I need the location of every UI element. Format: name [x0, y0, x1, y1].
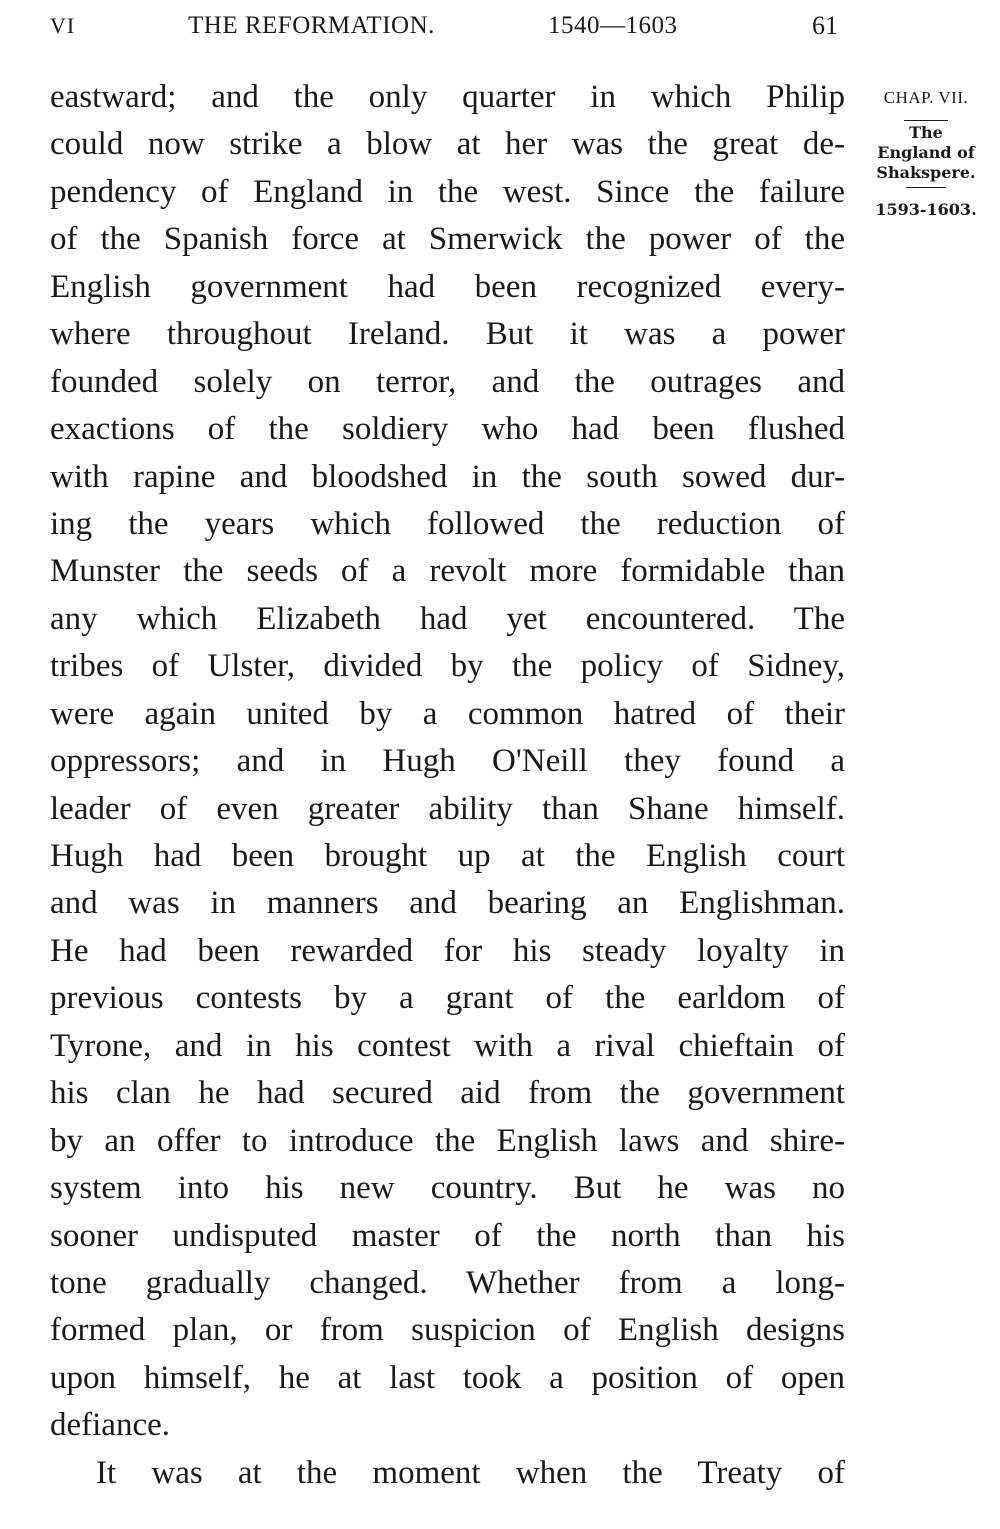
paragraph-start-line: It was at the moment when the Treaty of: [96, 1454, 845, 1491]
text-line: and was in manners and bearing an Englishman.: [50, 885, 845, 922]
header-years: 1540—1603: [548, 12, 678, 39]
text-line: leader of even greater ability than Shane himself.: [50, 790, 845, 827]
text-line: his clan he had secured aid from the government: [50, 1075, 845, 1112]
text-line: previous contests by a grant of the earldom of: [50, 980, 845, 1017]
text-line: Tyrone, and in his contest with a rival chieftain of: [50, 1027, 845, 1064]
text-line: were again united by a common hatred of their: [50, 695, 845, 732]
text-line: with rapine and bloodshed in the south sowed dur-: [50, 458, 845, 495]
text-line: where throughout Ireland. But it was a power: [50, 316, 845, 353]
text-line: eastward; and the only quarter in which Philip: [50, 79, 845, 115]
margin-chapter-label: CHAP. VII.: [883, 88, 969, 107]
text-line: Hugh had been brought up at the English court: [50, 838, 845, 874]
text-line: English government had been recognized every-: [50, 268, 845, 305]
text-line: could now strike a blow at her was the great de-: [50, 126, 845, 163]
text-line: of the Spanish force at Smerwick the power of the: [50, 221, 845, 258]
paragraph-end-line: defiance.: [50, 1407, 170, 1444]
text-line: pendency of England in the west. Since the failure: [50, 173, 845, 210]
margin-dates: 1593-1603.: [875, 200, 977, 219]
text-line: sooner undisputed master of the north than his: [50, 1217, 845, 1254]
text-line: exactions of the soldiery who had been flushed: [50, 411, 845, 448]
text-line: system into his new country. But he was no: [50, 1170, 845, 1207]
text-line: He had been rewarded for his steady loyalty in: [50, 932, 845, 969]
margin-rule: [906, 187, 946, 188]
text-line: by an offer to introduce the English laws and shire-: [50, 1122, 845, 1159]
body-text: [50, 74, 845, 1497]
text-line: upon himself, he at last took a position of open: [50, 1359, 845, 1396]
text-line: formed plan, or from suspicion of English designs: [50, 1312, 845, 1349]
text-line: ing the years which followed the reduction of: [50, 505, 845, 542]
margin-note: [856, 80, 996, 228]
text-line: oppressors; and in Hugh O'Neill they found a: [50, 743, 845, 780]
margin-heading: [856, 123, 996, 183]
header-title: THE REFORMATION.: [188, 12, 435, 39]
text-line: founded solely on terror, and the outrages and: [50, 363, 845, 400]
text-line: tribes of Ulster, divided by the policy of Sidney,: [50, 648, 845, 685]
text-line: tone gradually changed. Whether from a long-: [50, 1264, 845, 1301]
margin-heading-line: England of: [877, 143, 975, 162]
margin-heading-line: The: [909, 123, 943, 142]
page-number: 61: [812, 11, 838, 40]
text-line: any which Elizabeth had yet encountered. The: [50, 600, 845, 637]
header-section-number: VI: [50, 13, 76, 38]
margin-rule: [904, 120, 948, 121]
text-line: Munster the seeds of a revolt more formidable than: [50, 553, 845, 590]
running-header: [0, 8, 1000, 44]
margin-heading-line: Shakspere.: [876, 163, 976, 182]
